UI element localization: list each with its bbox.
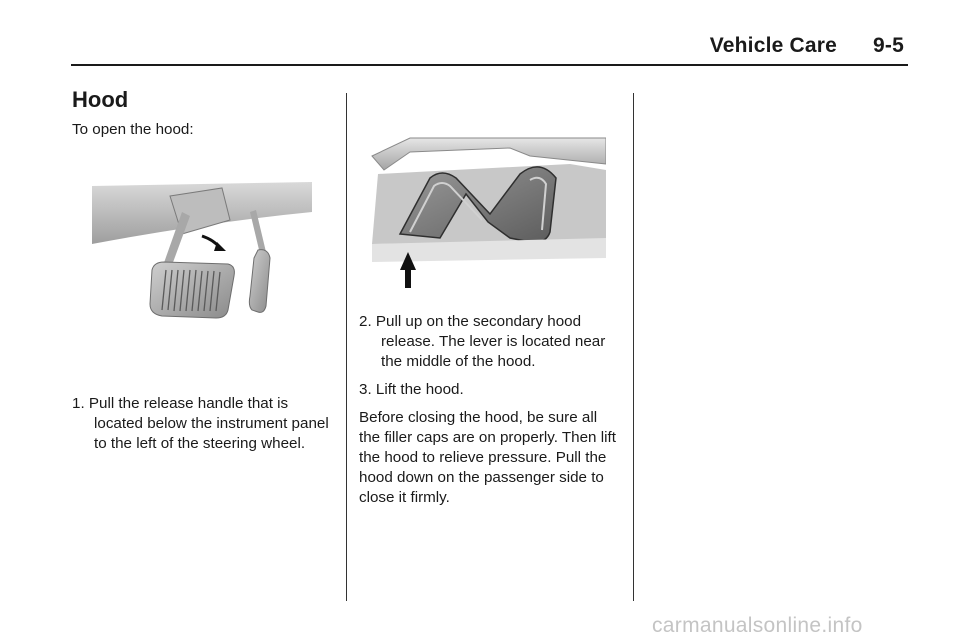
step-1: 1. Pull the release handle that is located below the instrument panel to the left of the steering wheel. (72, 395, 329, 452)
secondary-hood-release-illustration (370, 134, 606, 294)
page-header (710, 34, 904, 58)
column-divider (633, 93, 634, 601)
closing-paragraph: Before closing the hood, be sure all the filler caps are on properly. Then lift the hood to relieve pressure. Pull the hood down on the passenger side to close it firmly. (359, 409, 616, 506)
intro-text: To open the hood: (72, 121, 194, 138)
header-rule (71, 64, 908, 66)
column-divider (346, 93, 347, 601)
watermark: carmanualsonline.info (652, 614, 863, 637)
section-heading: Hood (72, 87, 129, 112)
pedal-release-handle-illustration (90, 178, 312, 324)
step-2: 2. Pull up on the secondary hood release. The lever is located near the middle of the hood. (359, 313, 606, 370)
page-number: 9-5 (873, 34, 904, 57)
step-3: 3. Lift the hood. (359, 381, 464, 398)
section-title: Vehicle Care (709, 34, 838, 57)
